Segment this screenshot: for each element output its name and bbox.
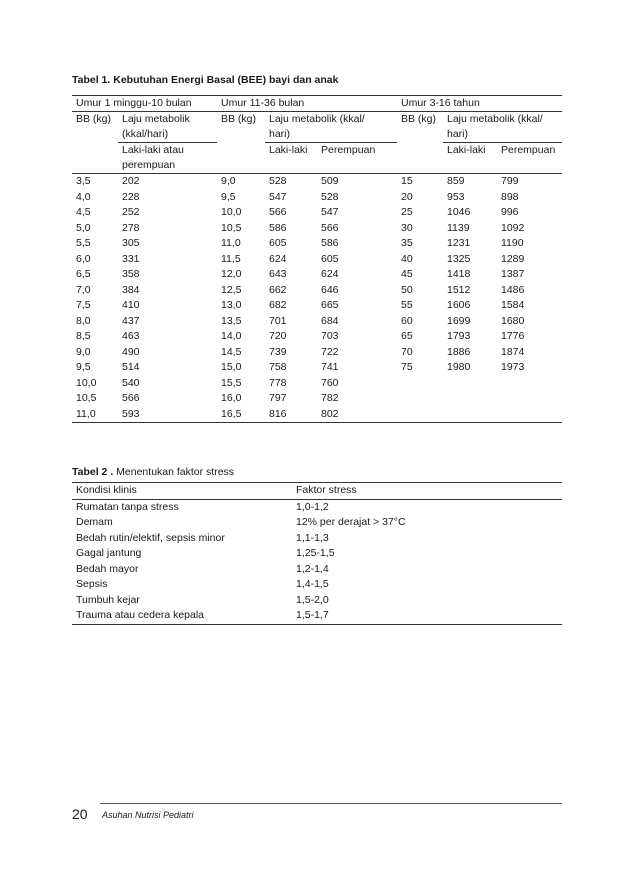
table-cell: 5,5 — [76, 237, 91, 249]
table-cell: 30 — [401, 221, 413, 234]
table-cell — [443, 407, 497, 423]
table-cell: 50 — [401, 283, 413, 296]
table-row — [72, 252, 562, 268]
header-laju-b — [265, 112, 397, 143]
table-cell: 9,0 — [221, 175, 236, 187]
table-cell: Bedah mayor — [76, 562, 139, 575]
table-cell: 490 — [122, 345, 140, 358]
table-cell: 9,0 — [76, 345, 91, 358]
table-cell — [497, 376, 562, 392]
table-cell: 228 — [122, 190, 140, 203]
subheader-empty-b — [217, 143, 265, 174]
table-row — [72, 329, 562, 345]
table-cell: 646 — [321, 283, 339, 296]
table-cell: 437 — [122, 314, 140, 327]
table-cell: 566 — [122, 392, 140, 404]
footer-rule — [100, 803, 562, 804]
table-row — [72, 345, 562, 361]
table-row — [72, 546, 562, 562]
table1-title: Kebutuhan Energi Basal (BEE) bayi dan anak — [113, 74, 339, 86]
table-cell: 11,0 — [221, 237, 241, 249]
table2-body — [72, 499, 562, 624]
table-cell: 4,5 — [76, 206, 91, 218]
table-cell: 643 — [269, 268, 287, 280]
table-cell: 665 — [321, 299, 339, 311]
table-cell: 722 — [321, 345, 339, 358]
table-cell: 8,5 — [76, 330, 91, 342]
table-cell: 1680 — [501, 314, 525, 327]
table-cell — [443, 391, 497, 407]
stress-factor-table — [72, 482, 562, 625]
table-cell: 278 — [122, 221, 140, 234]
table-cell: 586 — [321, 237, 339, 249]
table-cell: 1776 — [501, 330, 525, 342]
table-cell: 1973 — [501, 361, 525, 373]
table-cell: 12% per derajat > 37°C — [296, 516, 406, 528]
header-laju-a-line1: Laju metabolik — [122, 113, 190, 125]
table1-header-row — [72, 112, 562, 143]
header-laju-a — [118, 112, 217, 143]
table-cell: 547 — [269, 190, 287, 203]
table-cell: 1,5-1,7 — [292, 608, 562, 624]
table-cell: 1092 — [501, 221, 525, 234]
table-row — [72, 376, 562, 392]
table-cell: 1699 — [447, 314, 471, 327]
subheader-both-sexes — [118, 143, 217, 174]
table-cell: 384 — [122, 283, 140, 296]
table-row — [72, 298, 562, 314]
table-cell: 70 — [401, 345, 413, 358]
table-cell: 358 — [122, 268, 140, 280]
table-cell: 741 — [321, 361, 339, 373]
table-cell: 11,5 — [221, 252, 241, 265]
table-row — [72, 499, 562, 515]
table-cell: 703 — [321, 330, 339, 342]
table-cell: Bedah rutin/elektif, sepsis minor — [76, 531, 225, 544]
table-cell: 1190 — [501, 237, 524, 249]
table-cell — [397, 407, 443, 423]
table-cell: 624 — [269, 252, 287, 265]
header-kondisi: Kondisi klinis — [72, 483, 292, 500]
table-cell: 859 — [447, 175, 465, 187]
table-cell: 45 — [401, 268, 413, 280]
subheader-empty-a — [72, 143, 118, 174]
table-cell: 586 — [269, 221, 287, 234]
table-cell: 514 — [122, 361, 140, 373]
table-cell: 14,0 — [221, 330, 242, 342]
subheader-female-b: Perempuan — [317, 143, 397, 174]
table-cell: 6,5 — [76, 268, 91, 280]
table-cell: 40 — [401, 252, 413, 265]
header-bb-a: BB (kg) — [76, 113, 112, 125]
table-row — [72, 190, 562, 206]
table-cell: 1,5-2,0 — [296, 593, 329, 606]
table-cell: 331 — [122, 252, 140, 265]
header-laju-c-line2: hari) — [447, 128, 469, 140]
table-row — [72, 174, 562, 190]
table-cell: 305 — [122, 237, 140, 249]
table2-header-row — [72, 483, 562, 500]
table-cell: 9,5 — [221, 190, 236, 203]
table-cell: 5,0 — [76, 221, 91, 234]
table-cell: 624 — [321, 268, 339, 280]
table-cell: 1,1-1,3 — [296, 531, 329, 544]
table-row — [72, 205, 562, 221]
table-row — [72, 283, 562, 299]
table1-subheader-row — [72, 143, 562, 174]
table-cell: 802 — [317, 407, 397, 423]
table-cell: 7,0 — [76, 283, 91, 296]
subheader-male-b: Laki-laki — [265, 143, 317, 174]
header-laju-a-line2: (kkal/hari) — [122, 128, 169, 140]
subheader-both-line1: Laki-laki atau — [122, 144, 184, 156]
table-row — [72, 593, 562, 609]
table-cell: 778 — [269, 376, 287, 389]
table-cell: 1046 — [447, 206, 471, 218]
table-cell: 13,0 — [221, 299, 242, 311]
table-cell: 10,0 — [76, 376, 97, 389]
group-header-child: Umur 3-16 tahun — [397, 96, 562, 112]
table-cell: Trauma atau cedera kepala — [72, 608, 292, 624]
table-cell: 25 — [401, 206, 413, 218]
table-cell: 10,5 — [221, 221, 242, 234]
table-cell: 1387 — [501, 268, 525, 280]
table-row — [72, 531, 562, 547]
table-cell: 782 — [321, 392, 339, 404]
table2-title: Menentukan faktor stress — [116, 466, 235, 478]
table-cell: 60 — [401, 314, 413, 327]
table-cell: 1606 — [447, 299, 471, 311]
table-row — [72, 577, 562, 593]
table-cell: Demam — [76, 516, 113, 528]
table-cell: 8,0 — [76, 314, 91, 327]
group-header-toddler: Umur 11-36 bulan — [217, 96, 397, 112]
header-laju-c — [443, 112, 562, 143]
table-cell: 682 — [269, 299, 287, 311]
table-cell: 953 — [447, 190, 465, 203]
table-cell: 684 — [321, 314, 339, 327]
table-cell: 528 — [321, 190, 339, 203]
subheader-both-line2: perempuan — [122, 159, 176, 171]
table-cell: 75 — [401, 361, 413, 373]
table-cell: 1874 — [501, 345, 525, 358]
header-laju-c-line1: Laju metabolik (kkal/ — [447, 113, 543, 125]
table-cell: 20 — [401, 190, 413, 203]
table-cell: 1418 — [447, 268, 471, 280]
table-cell: 1886 — [447, 345, 471, 358]
table2-caption — [72, 466, 234, 478]
subheader-empty-c — [397, 143, 443, 174]
table-row — [72, 391, 562, 407]
table-cell: 1486 — [501, 283, 525, 296]
table-cell: 12,5 — [221, 283, 242, 296]
table-cell: 65 — [401, 330, 413, 342]
table-cell: 1584 — [501, 299, 525, 311]
table-cell: 1,0-1,2 — [296, 500, 329, 513]
table-cell: 1139 — [447, 221, 470, 234]
table-cell: 547 — [321, 206, 339, 218]
table-row — [72, 221, 562, 237]
table-cell: 1,2-1,4 — [296, 562, 329, 575]
header-bb-c: BB (kg) — [401, 113, 437, 125]
table-cell: 1,4-1,5 — [296, 578, 329, 590]
table-cell — [497, 391, 562, 407]
table-cell: 662 — [269, 283, 287, 296]
table-cell: 1980 — [447, 361, 471, 373]
table-cell: 760 — [321, 376, 339, 389]
table-cell: 1,25-1,5 — [296, 547, 335, 559]
table-cell: 6,0 — [76, 252, 91, 265]
table-cell: 528 — [269, 175, 287, 187]
table-cell: 252 — [122, 206, 140, 218]
table-cell: 1793 — [447, 330, 471, 342]
header-bb-b: BB (kg) — [221, 113, 257, 125]
table-cell: 9,5 — [76, 361, 91, 373]
table-cell: 605 — [269, 237, 287, 249]
subheader-male-c: Laki-laki — [443, 143, 497, 174]
table-row — [72, 360, 562, 376]
table-cell: 35 — [401, 237, 413, 249]
table-cell: Gagal jantung — [76, 547, 142, 559]
table-cell — [497, 407, 562, 423]
table-cell: 16,0 — [221, 392, 242, 404]
table-cell: 3,5 — [76, 175, 91, 187]
table-cell: 463 — [122, 330, 140, 342]
table-cell: 1325 — [447, 252, 471, 265]
table-cell: 758 — [269, 361, 287, 373]
table-cell: 509 — [321, 175, 339, 187]
table-cell: 996 — [501, 206, 519, 218]
table-row — [72, 407, 562, 423]
table1-body — [72, 174, 562, 423]
table-cell: 1231 — [447, 237, 471, 249]
page-number: 20 — [72, 806, 88, 822]
table-cell: 720 — [269, 330, 287, 342]
table-cell: 10,5 — [76, 392, 97, 404]
table-cell: 566 — [269, 206, 287, 218]
table-cell: Tumbuh kejar — [76, 593, 140, 606]
table-row — [72, 236, 562, 252]
table-row — [72, 314, 562, 330]
table-cell: 14,5 — [221, 345, 242, 358]
table-cell: 11,0 — [72, 407, 118, 423]
table-cell: 12,0 — [221, 268, 242, 280]
bee-table — [72, 95, 562, 423]
table-cell: 739 — [269, 345, 287, 358]
table-cell: 10,0 — [221, 206, 242, 218]
subheader-female-c: Perempuan — [497, 143, 562, 174]
table-cell: 15 — [401, 175, 413, 187]
table-cell: 540 — [122, 376, 140, 389]
header-laju-b-line2: hari) — [269, 128, 291, 140]
table-cell: 410 — [122, 299, 140, 311]
table-cell: 1512 — [447, 283, 471, 296]
table-cell: 797 — [269, 392, 287, 404]
header-laju-b-line1: Laju metabolik (kkal/ — [269, 113, 365, 125]
table-cell: 4,0 — [76, 190, 91, 203]
table-row — [72, 608, 562, 624]
table-cell: 605 — [321, 252, 339, 265]
table1-label: Tabel 1. — [72, 74, 111, 86]
table1-group-row — [72, 96, 562, 112]
table-row — [72, 562, 562, 578]
header-faktor: Faktor stress — [292, 483, 562, 500]
table-cell: 799 — [501, 175, 519, 187]
table-cell: Rumatan tanpa stress — [76, 500, 179, 513]
table-cell: Sepsis — [76, 578, 108, 590]
table-cell: 701 — [269, 314, 287, 327]
table-cell: 566 — [321, 221, 339, 234]
footer-book-title: Asuhan Nutrisi Pediatri — [102, 810, 194, 820]
group-header-infant: Umur 1 minggu-10 bulan — [72, 96, 217, 112]
table-cell: 1289 — [501, 252, 525, 265]
table-cell: 16,5 — [217, 407, 265, 423]
table-cell: 13,5 — [221, 314, 242, 327]
table2-label: Tabel 2 . — [72, 466, 114, 478]
table-cell — [397, 376, 443, 392]
table-cell — [397, 391, 443, 407]
table-cell: 898 — [501, 190, 519, 203]
table-cell: 7,5 — [76, 299, 91, 311]
table-cell: 816 — [265, 407, 317, 423]
table-cell: 15,5 — [221, 376, 242, 389]
table-cell — [443, 376, 497, 392]
table1-caption — [72, 74, 338, 86]
table-row — [72, 515, 562, 531]
table-cell: 55 — [401, 299, 413, 311]
table-cell: 593 — [118, 407, 217, 423]
table-cell: 202 — [122, 175, 140, 187]
table-row — [72, 267, 562, 283]
table-cell: 15,0 — [221, 361, 242, 373]
